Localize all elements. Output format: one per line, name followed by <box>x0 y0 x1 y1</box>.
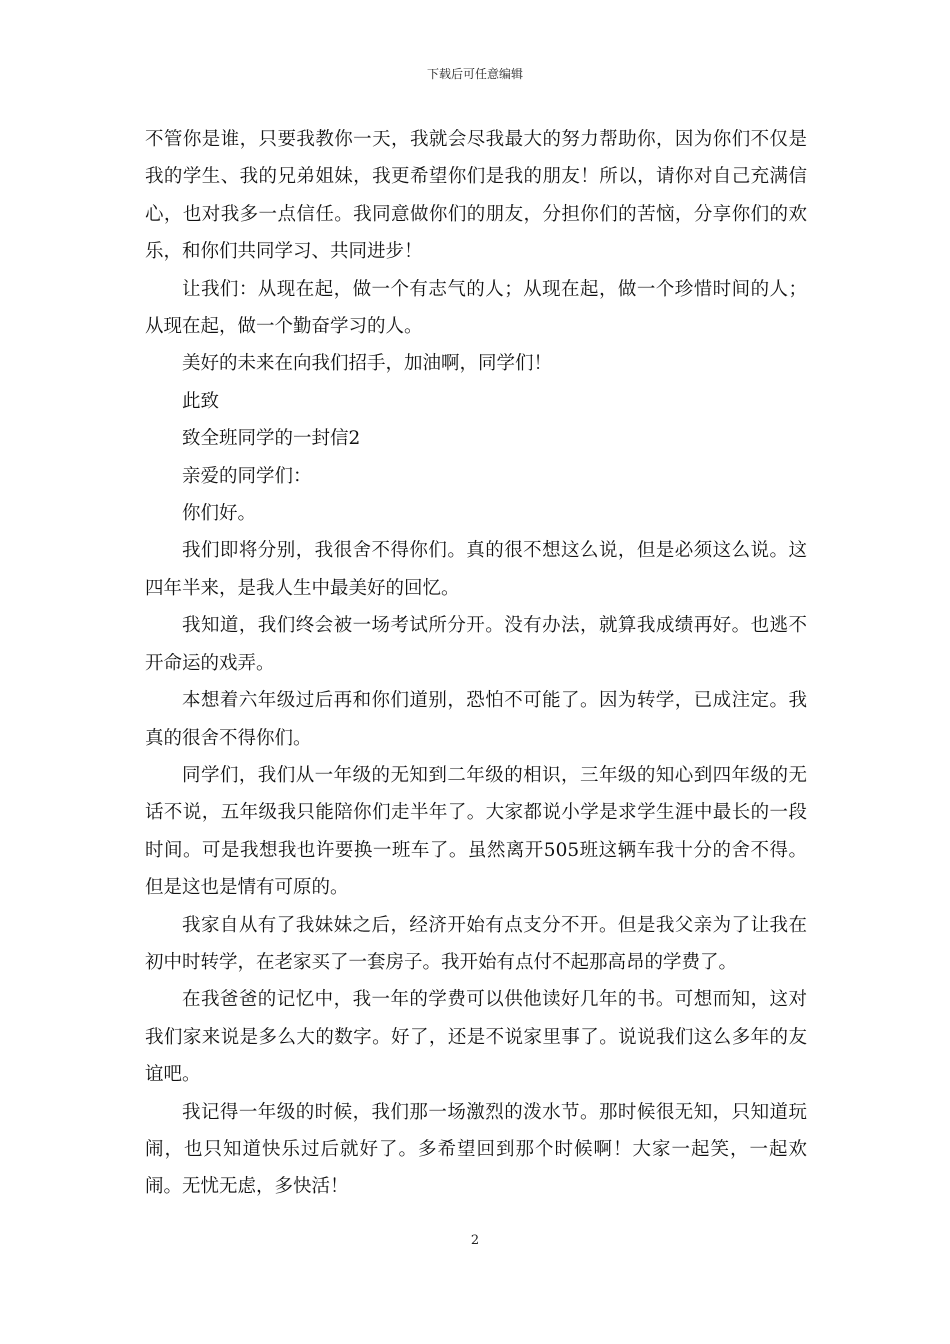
paragraph: 我家自从有了我妹妹之后，经济开始有点支分不开。但是我父亲为了让我在初中时转学，在老家买了一套房子。我开始有点付不起那高昂的学费了。 <box>145 914 807 973</box>
paragraph: 我记得一年级的时候，我们那一场激烈的泼水节。那时候很无知，只知道玩闹，也只知道快乐过后就好了。多希望回到那个时候啊！大家一起笑，一起欢闹。无忧无虑，多快活！ <box>145 1101 807 1198</box>
letter-title: 致全班同学的一封信2 <box>182 428 361 450</box>
paragraph: 美好的未来在向我们招手，加油啊，同学们！ <box>182 353 553 375</box>
closing-salutation: 此致 <box>182 390 220 412</box>
paragraph: 同学们，我们从一年级的无知到二年级的相识，三年级的知心到四年级的无话不说，五年级我只能陪你们走半年了。大家都说小学是求学生涯中最长的一段时间。可是我想我也许要换一班车了。虽然离开505班这辆车我十分的舍不得。但是这也是情有可原的。 <box>145 764 807 899</box>
greeting: 亲爱的同学们： <box>182 465 312 487</box>
paragraph: 在我爸爸的记忆中，我一年的学费可以供他读好几年的书。可想而知，这对我们家来说是多么大的数字。好了，还是不说家里事了。说说我们这么多年的友谊吧。 <box>145 989 807 1086</box>
document-body <box>145 121 807 1206</box>
paragraph: 我们即将分别，我很舍不得你们。真的很不想这么说，但是必须这么说。这四年半来，是我人生中最美好的回忆。 <box>145 540 807 599</box>
paragraph: 我知道，我们终会被一场考试所分开。没有办法，就算我成绩再好。也逃不开命运的戏弄。 <box>145 615 807 674</box>
page-header: 下载后可任意编辑 <box>426 67 523 81</box>
page-number: 2 <box>470 1233 480 1248</box>
paragraph: 本想着六年级过后再和你们道别，恐怕不可能了。因为转学，已成注定。我真的很舍不得你们。 <box>145 690 807 749</box>
paragraph: 你们好。 <box>182 503 257 525</box>
paragraph: 不管你是谁，只要我教你一天，我就会尽我最大的努力帮助你，因为你们不仅是我的学生、我的兄弟姐妹，我更希望你们是我的朋友！所以，请你对自己充满信心，也对我多一点信任。我同意做你们的朋友，分担你们的苦恼，分享你们的欢乐，和你们共同学习、共同进步！ <box>145 129 807 263</box>
paragraph: 让我们：从现在起，做一个有志气的人；从现在起，做一个珍惜时间的人；从现在起，做一个勤奋学习的人。 <box>145 278 807 338</box>
